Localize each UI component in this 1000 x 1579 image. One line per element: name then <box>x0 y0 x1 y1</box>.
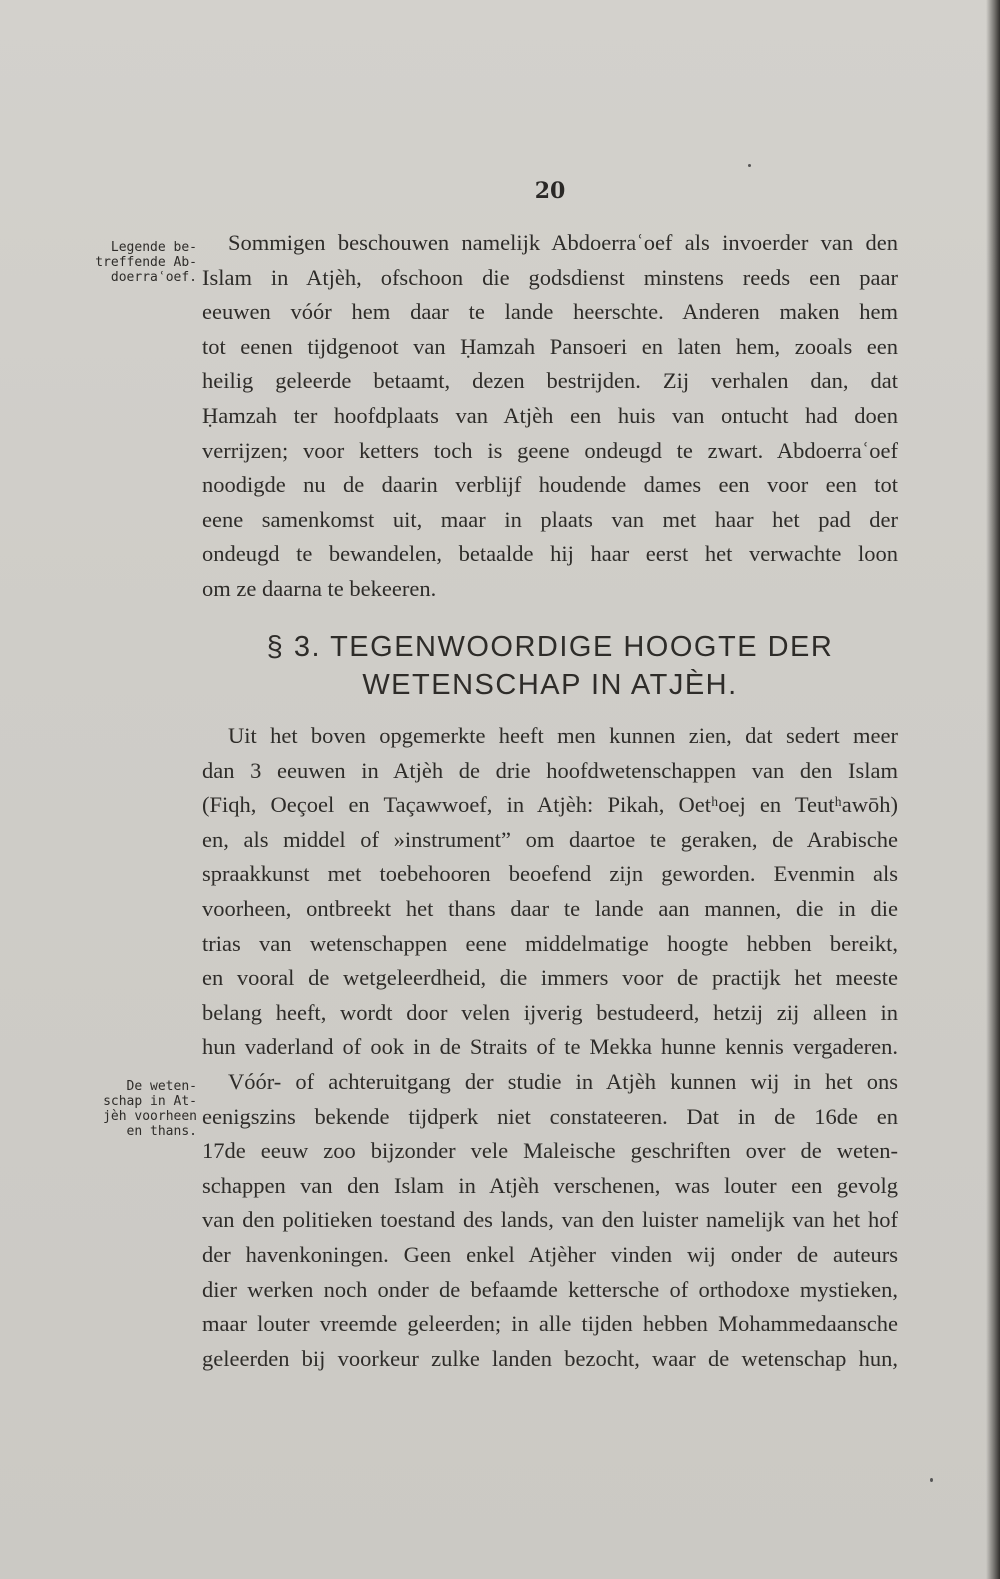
page-number: 20 <box>534 178 566 204</box>
heading-line: § 3. TEGENWOORDIGE HOOGTE DER <box>266 631 834 663</box>
text-line: en vooral de wetgeleerdheid, die immers voor de practijk het meeste <box>202 965 898 991</box>
margin-note-line: schap in At- <box>103 1094 197 1109</box>
text-line: dier werken noch onder de befaamde kettersche of orthodoxe mystieken, <box>202 1276 898 1302</box>
text-line: voorheen, ontbreekt het thans daar te lande aan mannen, die in die <box>202 895 898 921</box>
margin-note-line: jèh voorheen <box>103 1109 197 1124</box>
text-line: van den politieken toestand des lands, van den luister namelijk van het hof <box>202 1207 898 1233</box>
text-line: Uit het boven opgemerkte heeft men kunnen zien, dat sedert meer <box>228 723 898 748</box>
text-line: dan 3 eeuwen in Atjèh de drie hoofdwetenschappen van den Islam <box>202 757 898 783</box>
text-line: maar louter vreemde geleerden; in alle tijden hebben Mohammedaansche <box>202 1311 898 1337</box>
text-line: spraakkunst met toebehooren beoefend zijn geworden. Evenmin als <box>202 861 898 887</box>
margin-note-line: Legende be- <box>110 240 197 255</box>
text-line: geleerden bij voorkeur zulke landen bezocht, waar de wetenschap hun, <box>202 1345 898 1371</box>
text-line: verrijzen; voor ketters toch is geene ondeugd te zwart. Abdoerraʿoef <box>202 437 898 463</box>
text-line: trias van wetenschappen eene middelmatige hoogte hebben bereikt, <box>202 930 898 956</box>
text-line: eeuwen vóór hem daar te lande heerschte. Anderen maken hem <box>202 299 898 325</box>
text-line: tot eenen tijdgenoot van Ḥamzah Pansoeri en laten hem, zooals een <box>202 333 898 359</box>
text-line: belang heeft, wordt door velen ijverig bestudeerd, hetzij zij alleen in <box>202 999 898 1025</box>
margin-note-line: De weten- <box>126 1079 197 1094</box>
heading-line: WETENSCHAP IN ATJÈH. <box>362 669 738 701</box>
paper-speck <box>748 164 751 167</box>
text-line: 17de eeuw zoo bijzonder vele Maleische geschriften over de weten- <box>202 1138 898 1164</box>
text-line: en, als middel of »instrument” om daartoe te geraken, de Arabische <box>202 826 898 852</box>
paragraph-abdoerraoef <box>202 226 898 607</box>
section-heading <box>202 628 898 704</box>
text-line: Islam in Atjèh, ofschoon die godsdienst minstens reeds een paar <box>202 264 898 290</box>
margin-note-line: doerraʿoef. <box>110 270 197 285</box>
margin-note-line: en thans. <box>126 1124 197 1139</box>
text-line: hun vaderland of ook in de Straits of te Mekka hunne kennis vergaderen. <box>202 1034 898 1060</box>
text-line: om ze daarna te bekeeren. <box>202 575 437 601</box>
text-line: (Fiqh, Oeçoel en Taçawwoef, in Atjèh: Pikah, Oetʰoej en Teutʰawōh) <box>202 792 898 818</box>
text-line: Sommigen beschouwen namelijk Abdoerraʿoef als invoerder van den <box>228 230 898 255</box>
text-line: noodigde nu de daarin verblijf houdende dames een voor een tot <box>202 472 898 498</box>
paper-speck <box>930 1478 933 1482</box>
text-line: heilig geleerde betaamt, dezen bestrijden. Zij verhalen dan, dat <box>202 368 898 394</box>
margin-note-legende <box>72 240 197 285</box>
text-line: Ḥamzah ter hoofdplaats van Atjèh een huis van ontucht had doen <box>202 402 898 428</box>
text-line: der havenkoningen. Geen enkel Atjèher vinden wij onder de auteurs <box>202 1241 898 1267</box>
text-line: ondeugd te bewandelen, betaalde hij haar eerst het verwachte loon <box>202 541 898 567</box>
margin-note-line: treffende Ab- <box>95 255 197 270</box>
text-line: eene samenkomst uit, maar in plaats van met haar het pad der <box>202 506 898 532</box>
page-binding-shadow <box>986 0 1000 1579</box>
margin-note-wetenschap <box>72 1079 197 1139</box>
paragraph-wetenschap <box>202 719 898 1376</box>
text-line: schappen van den Islam in Atjèh verschenen, was louter een gevolg <box>202 1172 898 1198</box>
text-line: Vóór- of achteruitgang der studie in Atjèh kunnen wij in het ons <box>228 1068 898 1094</box>
text-line: eenigszins bekende tijdperk niet constateeren. Dat in de 16de en <box>202 1103 898 1129</box>
